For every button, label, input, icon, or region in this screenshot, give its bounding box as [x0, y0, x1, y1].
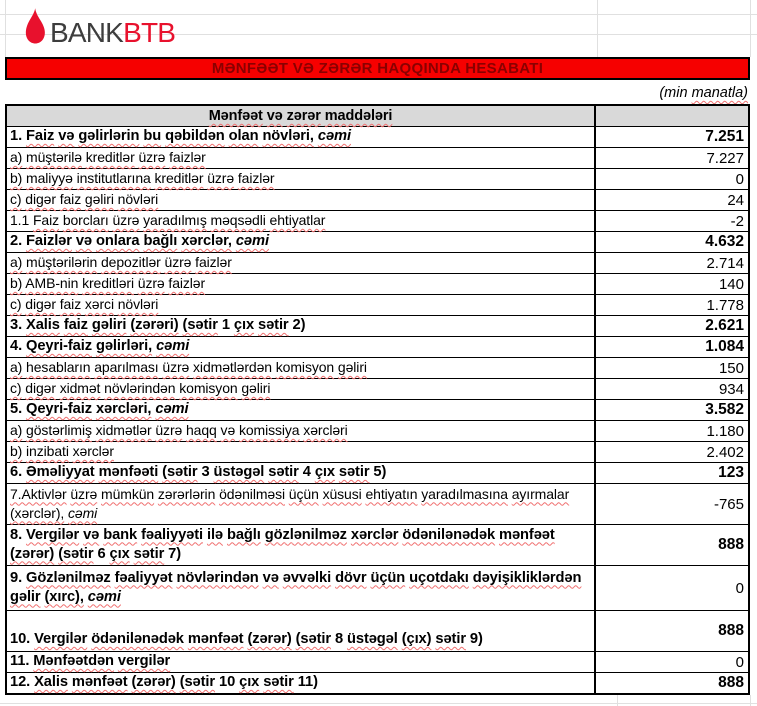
row-label-cell[interactable] [7, 274, 596, 294]
row-label-cell[interactable] [7, 211, 596, 231]
row-label-text: b) inzibati xərclər [10, 443, 114, 459]
row-label-text: 8. Vergilər və bank fəaliyyəti ilə bağlı gözlənilməz xərclər ödənilənədək mənfəət (zərər) (sətir 6 çıx sətir 7) [10, 526, 555, 562]
row-value-cell[interactable]: 0 [735, 170, 744, 188]
table-row [7, 147, 748, 168]
row-value-cell[interactable]: 1.084 [705, 338, 744, 355]
table-row [7, 524, 748, 565]
row-value-cell[interactable]: 7.251 [705, 128, 744, 145]
row-label-text: 11. Mənfəətdən vergilər [10, 653, 171, 669]
row-value-cell[interactable]: 3.582 [705, 401, 744, 418]
table-body [7, 126, 748, 693]
table-row [7, 378, 748, 399]
row-value-cell[interactable]: 4.632 [705, 233, 744, 250]
table-row [7, 462, 748, 483]
row-label-text: 2. Faizlər və onlara bağlı xərclər, cəmi [10, 233, 269, 249]
table-row [7, 420, 748, 441]
row-label-cell[interactable] [7, 190, 596, 210]
header-label-cell[interactable] [7, 106, 596, 126]
row-label-cell[interactable] [7, 232, 596, 252]
row-value-cell[interactable]: 2.402 [706, 443, 744, 461]
row-label-text: a) müştərilərin depozitlər üzrə faizlər [10, 254, 232, 270]
table-row [7, 189, 748, 210]
report-title: MƏNFƏƏT VƏ ZƏRƏR HAQQINDA HESABATI [211, 60, 544, 77]
bank-logo [24, 4, 175, 48]
table-row [7, 672, 748, 693]
row-label-text: 1. Faiz və gəlirlərin bu qəbildən olan növləri, cəmi [10, 128, 351, 144]
row-value-cell[interactable]: 24 [727, 191, 744, 209]
report-title-banner [5, 57, 750, 80]
row-value-cell[interactable]: 934 [718, 380, 744, 398]
row-label-text: b) AMB-nin kreditləri üzrə faizlər [10, 275, 206, 291]
row-label-cell[interactable] [7, 295, 596, 315]
row-label-cell[interactable] [7, 484, 596, 524]
row-label-cell[interactable] [7, 400, 596, 420]
table-row [7, 231, 748, 252]
row-value-cell[interactable]: 888 [718, 622, 744, 639]
table-row [7, 610, 748, 651]
row-label-text: 9. Gözlənilməz fəaliyyət növlərindən və əvvəlki dövr üçün uçotdakı dəyişikliklərdən gəlir (xırc), cəmi [10, 569, 582, 605]
row-value-cell[interactable]: 888 [718, 674, 744, 691]
row-label-text: 1.1 Faiz borcları üzrə yaradılmış məqsədli ehtiyatlar [10, 212, 326, 228]
row-label-text: 10. Vergilər ödənilənədək mənfəət (zərər) (sətir 8 üstəgəl (çıx) sətir 9) [10, 631, 483, 647]
flame-icon [24, 4, 47, 48]
row-value-cell[interactable]: 888 [718, 536, 744, 553]
row-value-cell[interactable]: 140 [718, 275, 744, 293]
row-label-text: a) göstərlimiş xidmətlər üzrə haqq və komissiya xərcləri [10, 422, 348, 438]
row-label-text: c) digər faiz xərci növləri [10, 296, 159, 312]
row-label-cell[interactable] [7, 379, 596, 399]
table-row [7, 294, 748, 315]
table-row [7, 168, 748, 189]
row-label-cell[interactable] [7, 127, 596, 147]
row-label-cell[interactable] [7, 463, 596, 483]
row-label-cell[interactable] [7, 358, 596, 378]
row-value-cell[interactable]: 2.621 [705, 317, 744, 334]
row-label-cell[interactable] [7, 652, 596, 672]
row-label-text: 3. Xalis faiz gəliri (zərəri) (sətir 1 çıx sətir 2) [10, 317, 306, 333]
table-row [7, 651, 748, 672]
row-label-cell[interactable] [7, 673, 596, 693]
row-value-cell[interactable]: 150 [718, 359, 744, 377]
table-row [7, 273, 748, 294]
row-value-cell[interactable]: -2 [730, 212, 744, 230]
profit-loss-table [5, 104, 750, 695]
logo-btb-text: BTB [123, 17, 176, 48]
row-label-text: 12. Xalis mənfəət (zərər) (sətir 10 çıx sətir 11) [10, 674, 318, 690]
row-label-cell[interactable] [7, 525, 596, 565]
table-row [7, 565, 748, 610]
grid-line [0, 703, 757, 704]
grid-line [750, 0, 751, 57]
grid-line [5, 0, 6, 57]
row-label-text: 5. Qeyri-faiz xərcləri, cəmi [10, 401, 189, 417]
row-label-text: c) digər faiz gəliri növləri [10, 191, 159, 207]
row-value-cell[interactable]: 7.227 [706, 149, 744, 167]
row-label-cell[interactable] [7, 169, 596, 189]
row-value-cell[interactable]: -765 [713, 495, 744, 513]
logo-wordmark [50, 19, 175, 47]
row-label-cell[interactable] [7, 611, 596, 651]
row-label-cell[interactable] [7, 442, 596, 462]
row-label-text: 6. Əməliyyat mənfəəti (sətir 3 üstəgəl sətir 4 çıx sətir 5) [10, 464, 387, 480]
row-label-text: b) maliyyə institutlarına kreditlər üzrə faizlər [10, 170, 275, 186]
table-row [7, 126, 748, 147]
table-row [7, 441, 748, 462]
row-label-text: 7.Aktivlər üzrə mümkün zərərlərin ödənilməsi üçün xüsusi ehtiyatın yaradılmasına ayırmalar (xərclər), cəmi [10, 485, 570, 521]
row-label-cell[interactable] [7, 253, 596, 273]
table-row [7, 336, 748, 357]
table-row [7, 483, 748, 524]
row-value-cell[interactable]: 2.714 [706, 254, 744, 272]
row-label-cell[interactable] [7, 316, 596, 336]
table-header-row [7, 106, 748, 126]
row-value-cell[interactable]: 1.180 [706, 422, 744, 440]
logo-bank-text: BANK [50, 17, 124, 48]
grid-line [617, 695, 618, 706]
row-value-cell[interactable]: 123 [718, 464, 744, 481]
row-value-cell[interactable]: 0 [735, 579, 744, 597]
header-label-text: Mənfəət və zərər maddələri [208, 108, 393, 124]
table-row [7, 399, 748, 420]
row-label-cell[interactable] [7, 421, 596, 441]
row-label-text: a) müştərilə kreditlər üzrə faizlər [10, 149, 206, 165]
row-value-cell[interactable]: 0 [735, 653, 744, 671]
table-row [7, 252, 748, 273]
row-label-text: 4. Qeyri-faiz gəlirləri, cəmi [10, 338, 190, 354]
row-label-cell[interactable] [7, 337, 596, 357]
row-label-text: a) hesabların aparılması üzrə xidmətlərdən komisyon gəliri [10, 359, 367, 375]
units-note-underlined: manatla) [691, 85, 748, 101]
row-label-text: c) digər xidmət növlərindən komisyon gəliri [10, 380, 271, 396]
table-row [7, 210, 748, 231]
table-row [7, 357, 748, 378]
grid-line [597, 0, 598, 57]
table-row [7, 315, 748, 336]
row-label-cell[interactable] [7, 566, 596, 610]
units-note [659, 85, 748, 101]
units-note-plain: (min [659, 85, 692, 101]
grid-line [750, 695, 751, 706]
row-value-cell[interactable]: 1.778 [706, 296, 744, 314]
header-value-cell[interactable] [596, 106, 748, 126]
row-label-cell[interactable] [7, 148, 596, 168]
